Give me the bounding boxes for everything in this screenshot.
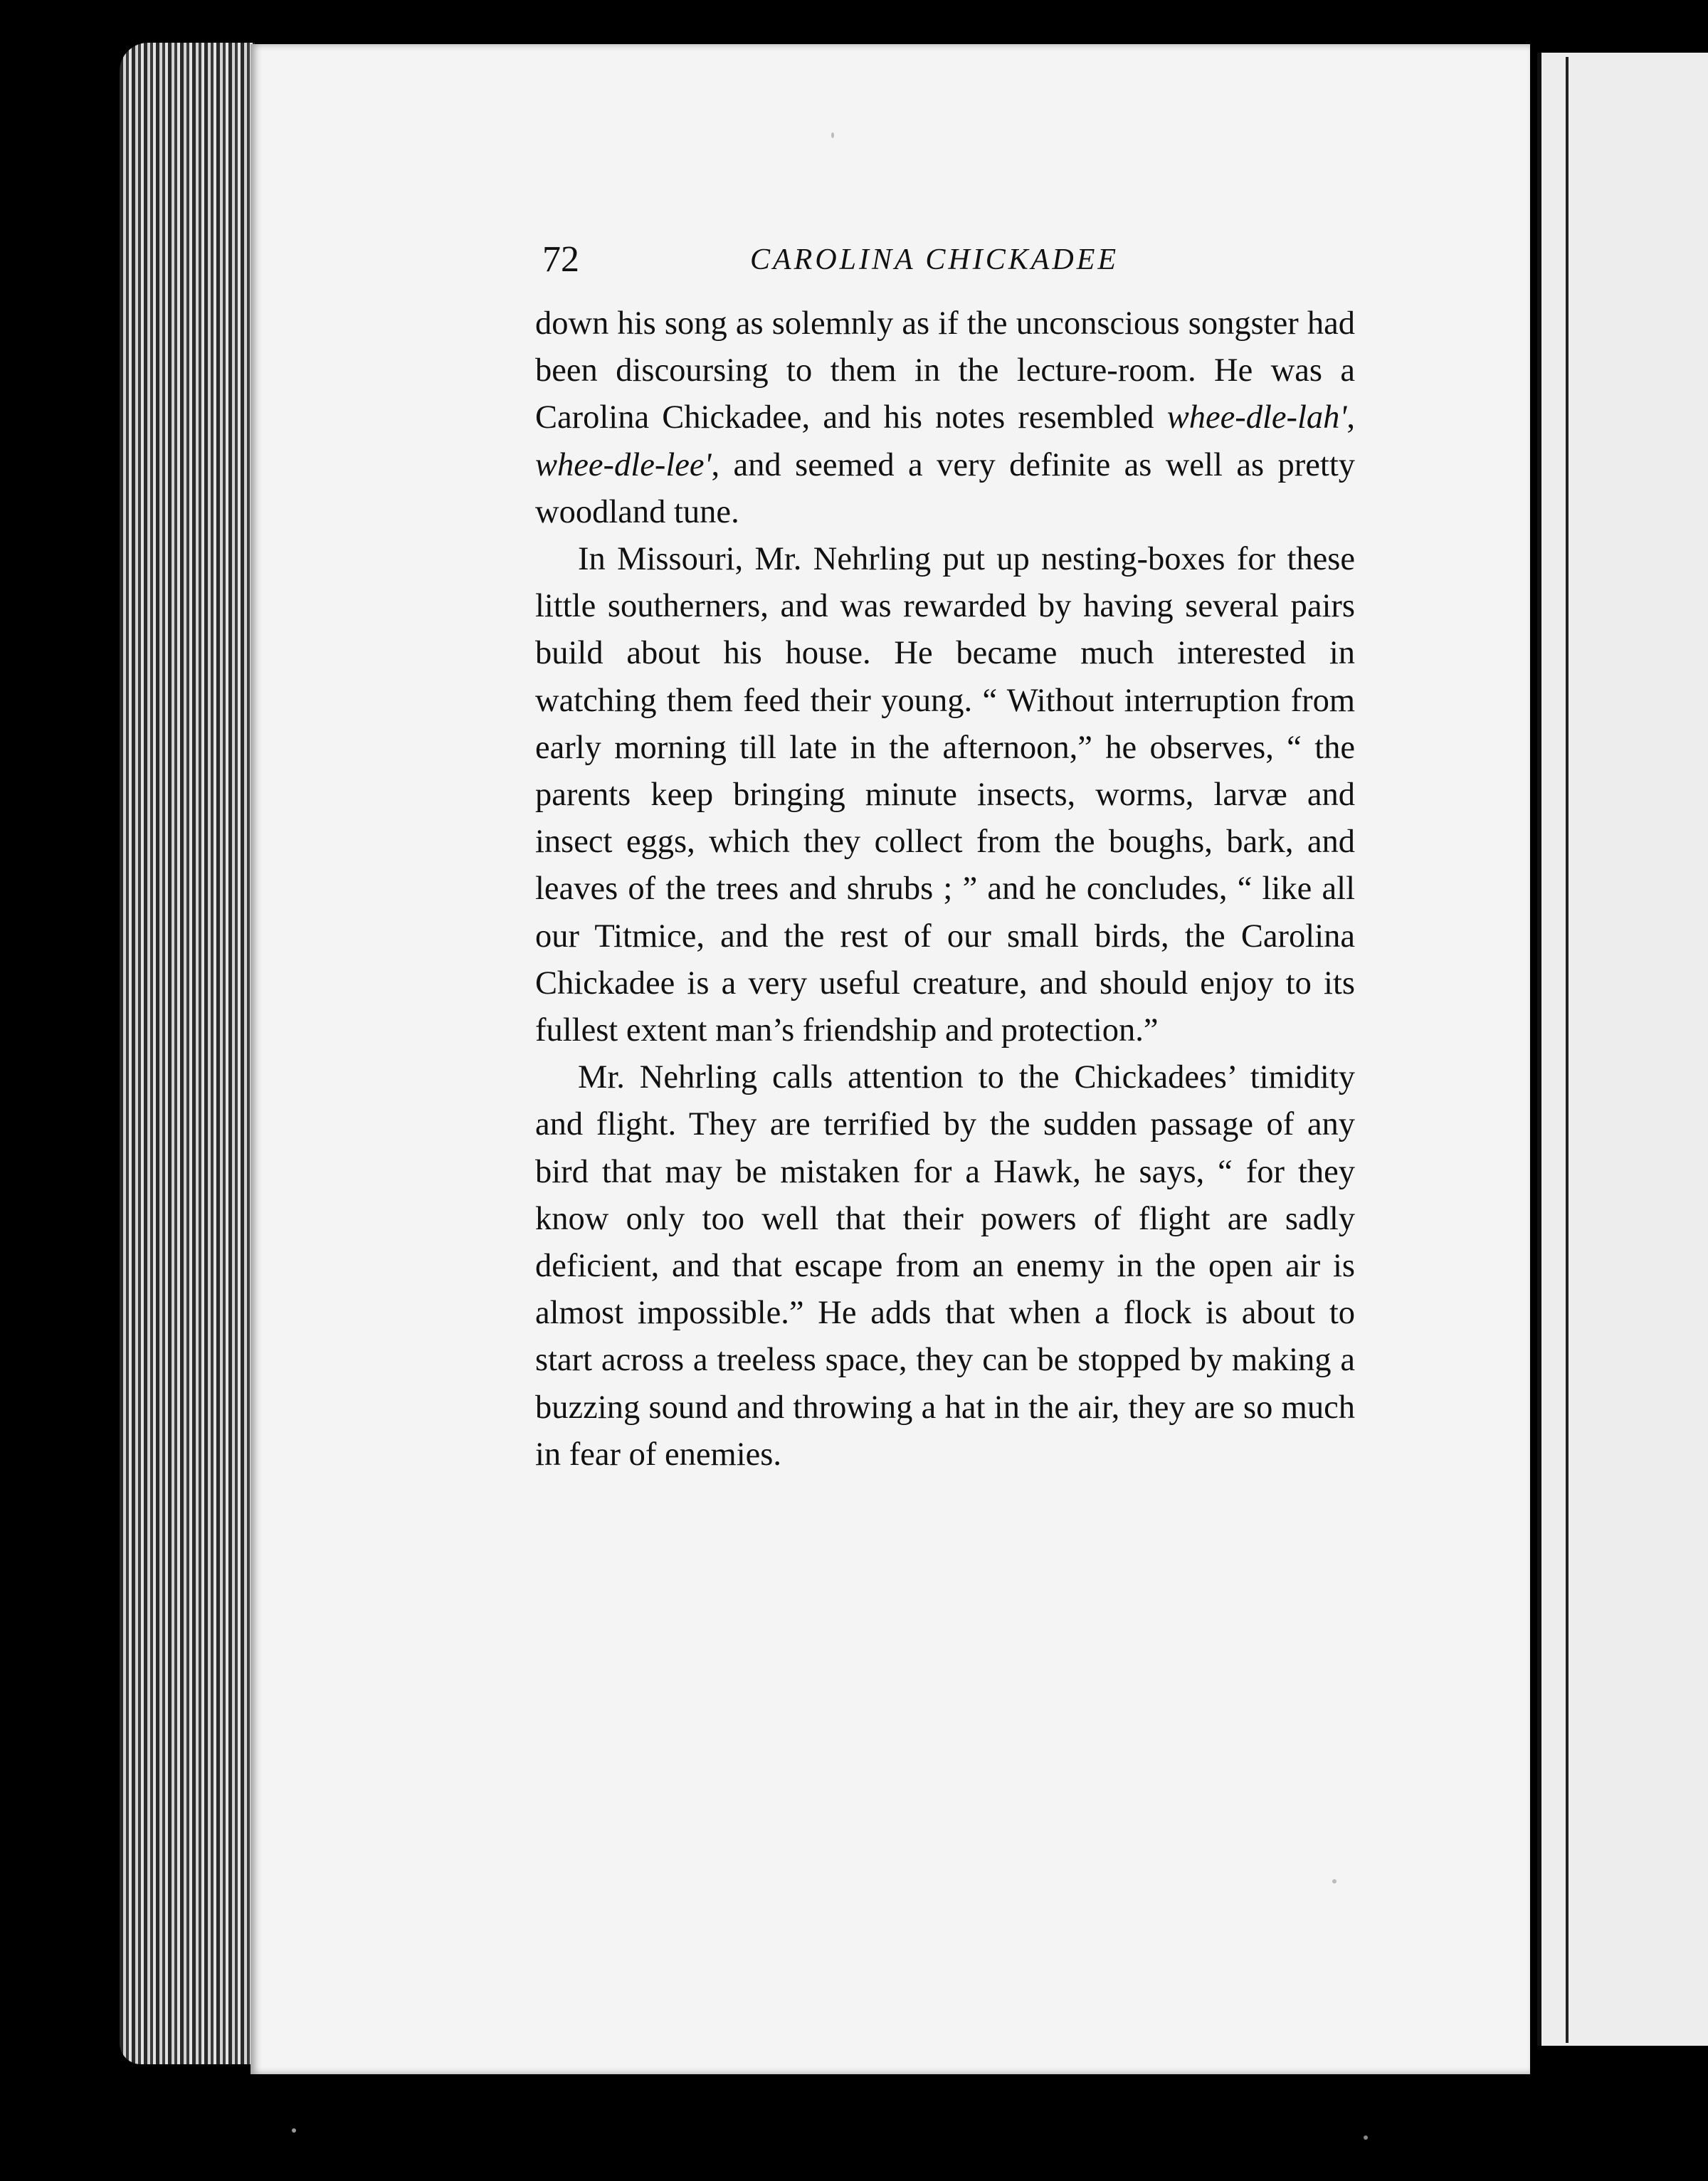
song-notation-2: whee-dle-lee'	[535, 446, 712, 483]
paragraph-1-text-b: ,	[1346, 399, 1355, 436]
running-title: CAROLINA CHICKADEE	[750, 243, 1119, 276]
running-head	[542, 235, 1354, 285]
paragraph-1-text-c: , and seemed a very definite as well as pretty woodland tune.	[535, 446, 1355, 530]
page-number: 72	[542, 239, 579, 280]
page-gutter-line	[1566, 57, 1569, 2043]
body-text	[535, 300, 1355, 1478]
scan-speck	[292, 2128, 296, 2133]
paragraph-1	[535, 300, 1355, 536]
page-edges	[120, 43, 255, 2064]
facing-page-edge	[1537, 53, 1708, 2046]
scan-speck	[831, 132, 834, 138]
paragraph-1-text-a: down his song as solemnly as if the unconscious songster had been discoursing to them in the lecture-room. He was a Carolina Chickadee, and his notes resembled	[535, 305, 1355, 436]
scan-speck	[1332, 1879, 1337, 1883]
song-notation-1: whee-dle-lah'	[1166, 399, 1347, 436]
paragraph-2: In Missouri, Mr. Nehrling put up nesting-boxes for these little southerners, and was rewarded by having several pairs build about his house. He became much interested in watching them feed their young. “ Without interruption from early morning till late in the afternoon,” he observes, “ the parents keep bringing minute insects, worms, larvæ and insect eggs, which they collect from the boughs, bark, and leaves of the trees and shrubs ; ” and he concludes, “ like all our Titmice, and the rest of our small birds, the Carolina Chickadee is a very useful creature, and should enjoy to its fullest extent man’s friendship and protection.”	[535, 541, 1355, 1049]
scan-speck	[1364, 2135, 1368, 2140]
paragraph-3: Mr. Nehrling calls attention to the Chickadees’ timidity and flight. They are terrified by the sudden passage of any bird that may be mistaken for a Hawk, he says, “ for they know only too well that their powers of flight are sadly deficient, and that escape from an enemy in the open air is almost impossible.” He adds that when a flock is about to start across a treeless space, they can be stopped by making a buzzing sound and throwing a hat in the air, they are so much in fear of enemies.	[535, 1059, 1355, 1473]
